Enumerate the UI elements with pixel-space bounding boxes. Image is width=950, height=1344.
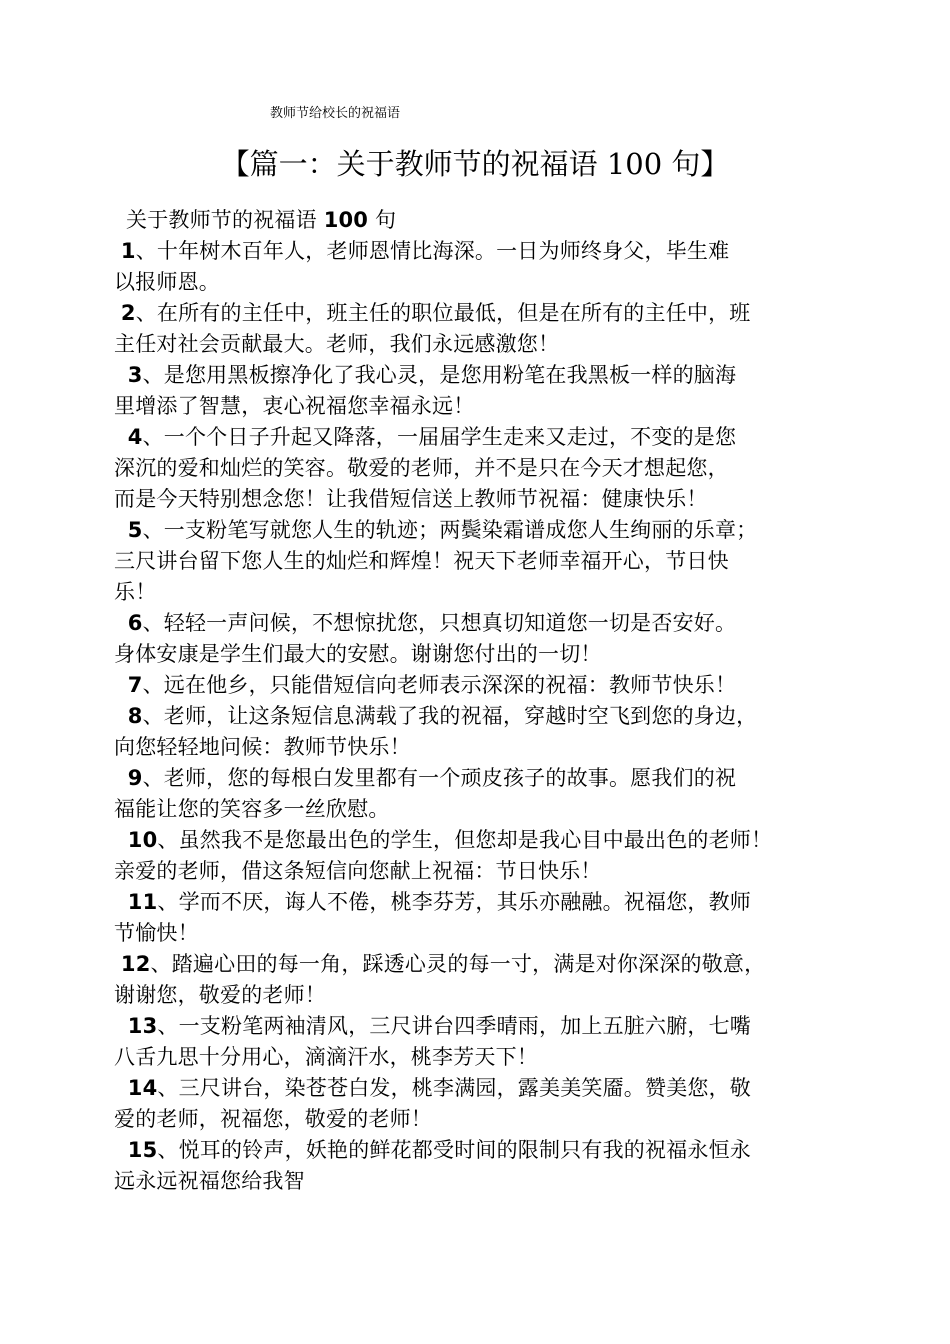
text-line [114,701,844,732]
line-indent [114,1014,128,1038]
line-text: 、一支粉笔两袖清风，三尺讲台四季晴雨，加上五脏六腑，七嘴 [157,1014,751,1038]
text-line [114,515,844,546]
line-indent [114,518,128,542]
text-line [114,825,844,856]
item-number: 3 [127,363,143,387]
line-text: 、十年树木百年人，老师恩情比海深。一日为师终身父，毕生难 [135,239,730,263]
item-number: 9 [127,766,143,790]
document-body [114,205,844,1197]
line-text: 而是今天特别想念您！让我借短信送上教师节祝福：健康快乐！ [114,487,708,511]
item-number: 7 [127,673,143,697]
text-line [114,422,844,453]
item-number: 2 [120,301,136,325]
item-number: 8 [127,704,143,728]
line-text: 以报师恩。 [114,270,220,294]
line-text: 、在所有的主任中，班主任的职位最低，但是在所有的主任中，班 [135,301,751,325]
item-number: 5 [127,518,143,542]
line-indent [114,1138,128,1162]
text-line [114,360,844,391]
line-text: 、老师，您的每根白发里都有一个顽皮孩子的故事。愿我们的祝 [142,766,737,790]
subheading [114,205,844,236]
text-line [114,267,844,298]
line-text: 、一个个日子升起又降落，一届届学生走来又走过，不变的是您 [142,425,737,449]
text-line [114,608,844,639]
line-text: 、学而不厌，诲人不倦，桃李芬芳，其乐亦融融。祝福您，教师 [157,890,751,914]
header-note: 教师节给校长的祝福语 [270,106,401,121]
item-number: 11 [127,890,158,914]
line-text: 主任对社会贡献最大。老师，我们永远感激您！ [114,332,560,356]
line-indent [114,673,128,697]
text-line [114,887,844,918]
item-number: 12 [120,952,151,976]
text-line [114,1104,844,1135]
item-number: 15 [127,1138,158,1162]
text-line [114,1073,844,1104]
item-number: 10 [127,828,158,852]
text-line [114,763,844,794]
document-title: 【篇一：关于教师节的祝福语 100 句】 [220,147,730,181]
line-text: 、一支粉笔写就您人生的轨迹；两鬓染霜谱成您人生绚丽的乐章； [142,518,758,542]
item-number: 6 [127,611,143,635]
line-text: 节愉快！ [114,921,199,945]
text-line [114,1135,844,1166]
text-line [114,1042,844,1073]
line-text: 乐！ [114,580,157,604]
line-text: 亲爱的老师，借这条短信向您献上祝福：节日快乐！ [114,859,602,883]
line-text: 向您轻轻地问候：教师节快乐！ [114,735,411,759]
text-line [114,546,844,577]
text-line [114,949,844,980]
text-line [114,391,844,422]
item-number: 1 [120,239,136,263]
line-text: 、轻轻一声问候，不想惊扰您，只想真切知道您一切是否安好。 [142,611,737,635]
text-line [114,732,844,763]
text-line [114,453,844,484]
line-text: 爱的老师，祝福您，敬爱的老师！ [114,1107,432,1131]
text-line [114,236,844,267]
line-text: 、远在他乡，只能借短信向老师表示深深的祝福：教师节快乐！ [142,673,737,697]
text-line [114,639,844,670]
line-indent [114,425,128,449]
line-indent [114,704,128,728]
subheading-text: 关于教师节的祝福语 [126,208,324,232]
line-text: 、是您用黑板擦净化了我心灵，是您用粉笔在我黑板一样的脑海 [142,363,737,387]
line-text: 、三尺讲台，染苍苍白发，桃李满园，露美美笑靥。赞美您，敬 [157,1076,751,1100]
line-indent [114,1076,128,1100]
subheading-number: 100 [323,208,369,232]
text-line [114,577,844,608]
line-indent [114,766,128,790]
line-text: 八舌九思十分用心，滴滴汗水，桃李芳天下！ [114,1045,538,1069]
text-line [114,856,844,887]
line-indent [114,952,121,976]
text-line [114,484,844,515]
subheading-suffix: 句 [368,208,397,232]
line-text: 里增添了智慧，衷心祝福您幸福永远！ [114,394,475,418]
text-line [114,918,844,949]
line-indent [114,239,121,263]
text-line [114,329,844,360]
line-text: 深沉的爱和灿烂的笑容。敬爱的老师，并不是只在今天才想起您， [114,456,729,480]
text-line [114,980,844,1011]
line-text: 三尺讲台留下您人生的灿烂和辉煌！祝天下老师幸福开心，节日快 [114,549,729,573]
item-number: 4 [127,425,143,449]
line-indent [114,363,128,387]
line-indent [114,890,128,914]
item-number: 13 [127,1014,158,1038]
text-line [114,298,844,329]
line-indent [114,301,121,325]
line-text: 远永远祝福您给我智 [114,1169,305,1193]
item-number: 14 [127,1076,158,1100]
line-text: 身体安康是学生们最大的安慰。谢谢您付出的一切！ [114,642,602,666]
line-text: 、踏遍心田的每一角，踩透心灵的每一寸，满是对你深深的敬意， [150,952,766,976]
text-line [114,670,844,701]
line-indent [114,611,128,635]
line-text: 福能让您的笑容多一丝欣慰。 [114,797,390,821]
text-line [114,1011,844,1042]
line-text: 、虽然我不是您最出色的学生，但您却是我心目中最出色的老师！ [157,828,773,852]
line-text: 、老师，让这条短信息满载了我的祝福，穿越时空飞到您的身边， [142,704,758,728]
line-text: 谢谢您，敬爱的老师！ [114,983,326,1007]
text-line [114,794,844,825]
line-indent [114,828,128,852]
line-text: 、悦耳的铃声，妖艳的鲜花都受时间的限制只有我的祝福永恒永 [157,1138,751,1162]
text-line [114,1166,844,1197]
